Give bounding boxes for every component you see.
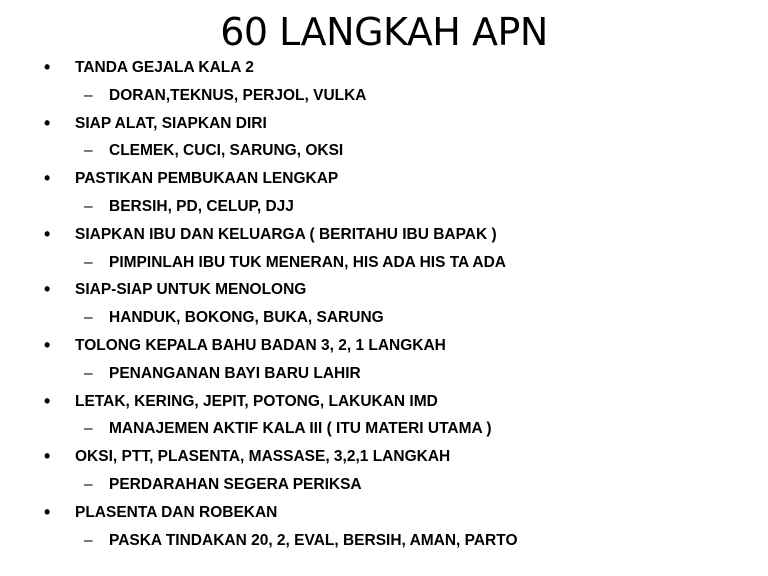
sub-bullet-text: PENANGANAN BAYI BARU LAHIR (109, 364, 361, 382)
dash-marker: – (84, 253, 93, 271)
bullet-item (40, 54, 740, 82)
bullet-item (40, 332, 740, 360)
sub-bullet-item (40, 137, 740, 165)
bullet-item (40, 443, 740, 471)
bullet-marker: • (44, 112, 51, 133)
dash-marker: – (84, 309, 93, 327)
bullet-marker: • (44, 334, 51, 355)
bullet-text: SIAP ALAT, SIAPKAN DIRI (75, 114, 267, 132)
bullet-marker: • (44, 168, 51, 189)
bullet-marker: • (44, 223, 51, 244)
sub-bullet-text: DORAN,TEKNUS, PERJOL, VULKA (109, 86, 367, 104)
bullet-text: PASTIKAN PEMBUKAAN LENGKAP (75, 170, 339, 188)
bullet-item (40, 165, 740, 193)
slide-title: 60 LANGKAH APN (220, 10, 548, 54)
bullet-list (40, 54, 740, 554)
sub-bullet-text: PIMPINLAH IBU TUK MENERAN, HIS ADA HIS TA ADA (109, 253, 506, 271)
sub-bullet-item (40, 249, 740, 277)
bullet-text: SIAPKAN IBU DAN KELUARGA ( BERITAHU IBU BAPAK ) (75, 225, 497, 243)
bullet-marker: • (44, 446, 51, 467)
bullet-text: OKSI, PTT, PLASENTA, MASSASE, 3,2,1 LANGKAH (75, 448, 451, 466)
sub-bullet-item (40, 360, 740, 388)
sub-bullet-text: PERDARAHAN SEGERA PERIKSA (109, 475, 362, 493)
sub-bullet-item (40, 415, 740, 443)
sub-bullet-item (40, 471, 740, 499)
bullet-item (40, 110, 740, 138)
dash-marker: – (84, 531, 93, 549)
sub-bullet-item (40, 304, 740, 332)
bullet-text: TANDA GEJALA KALA 2 (75, 59, 254, 76)
bullet-item (40, 499, 740, 527)
bullet-item (40, 221, 740, 249)
sub-bullet-item (40, 193, 740, 221)
sub-bullet-text: MANAJEMEN AKTIF KALA III ( ITU MATERI UTAMA ) (109, 420, 492, 438)
bullet-marker: • (44, 501, 51, 522)
sub-bullet-text: BERSIH, PD, CELUP, DJJ (109, 197, 294, 215)
dash-marker: – (84, 364, 93, 382)
bullet-marker: • (44, 279, 51, 300)
bullet-item (40, 388, 740, 416)
sub-bullet-text: HANDUK, BOKONG, BUKA, SARUNG (109, 309, 384, 327)
sub-bullet-item (40, 82, 740, 110)
bullet-marker: • (44, 390, 51, 411)
bullet-text: SIAP-SIAP UNTUK MENOLONG (75, 281, 307, 299)
dash-marker: – (84, 197, 93, 215)
dash-marker: – (84, 86, 93, 104)
dash-marker: – (84, 142, 93, 160)
bullet-text: LETAK, KERING, JEPIT, POTONG, LAKUKAN IMD (75, 392, 438, 410)
bullet-item (40, 276, 740, 304)
dash-marker: – (84, 475, 93, 493)
sub-bullet-text: CLEMEK, CUCI, SARUNG, OKSI (109, 142, 344, 160)
bullet-text: PLASENTA DAN ROBEKAN (75, 503, 278, 521)
sub-bullet-item (40, 527, 740, 555)
bullet-marker: • (44, 57, 51, 77)
dash-marker: – (84, 420, 93, 438)
sub-bullet-text: PASKA TINDAKAN 20, 2, EVAL, BERSIH, AMAN, PARTO (109, 531, 518, 549)
bullet-text: TOLONG KEPALA BAHU BADAN 3, 2, 1 LANGKAH (75, 336, 446, 354)
